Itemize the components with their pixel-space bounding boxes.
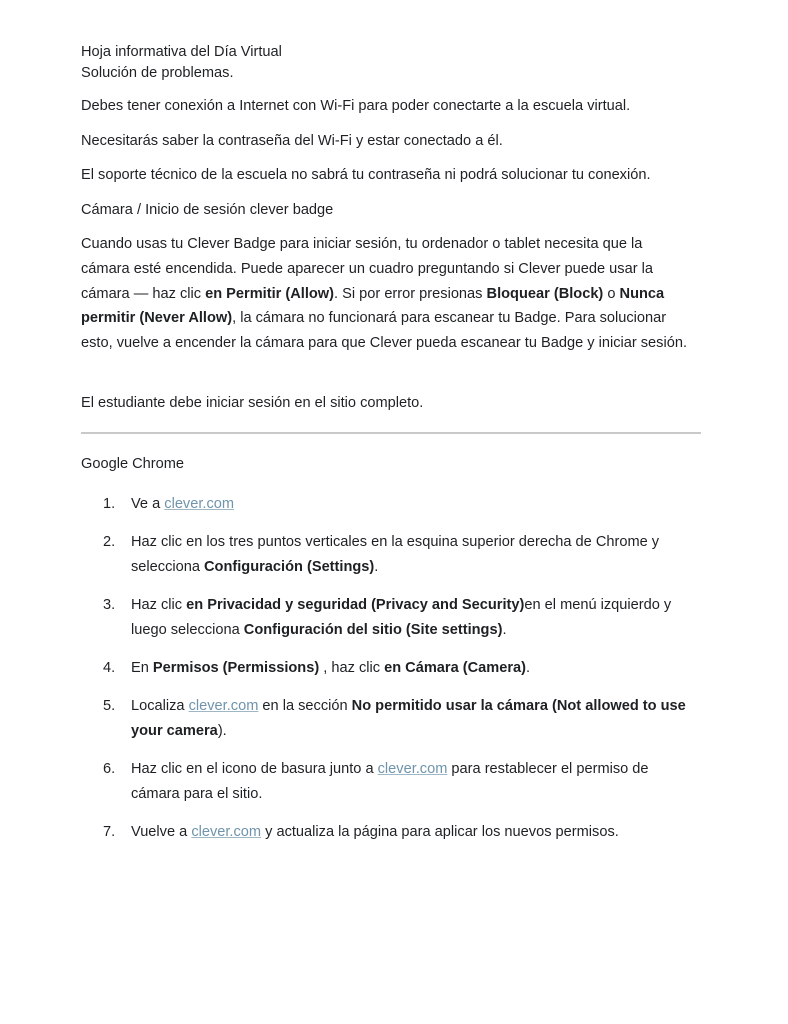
camera-bold-allow: en Permitir (Allow) [205, 285, 335, 302]
step-3-bold-site-settings: Configuración del sitio (Site settings) [243, 621, 503, 638]
browser-section-heading: Google Chrome [81, 455, 185, 472]
step-5-text-1: Localiza [131, 697, 189, 714]
step-4-text-3: . [526, 659, 531, 676]
list-item [81, 820, 693, 845]
list-item [81, 492, 693, 517]
section-divider-wrapper [81, 426, 702, 453]
list-item [81, 530, 693, 580]
list-item [81, 757, 693, 807]
document-title-line-1: Hoja informativa del Día Virtual [81, 44, 282, 60]
camera-bold-block: Bloquear (Block) [486, 285, 604, 302]
section-divider [81, 432, 701, 434]
list-item [81, 593, 693, 643]
intro-paragraph-support: El soporte técnico de la escuela no sabrá tu contraseña ni podrá solucionar tu conexión. [81, 167, 651, 184]
step-7-text-1: Vuelve a [131, 823, 192, 840]
intro-paragraph-wifi: Debes tener conexión a Internet con Wi-Fi para poder conectarte a la escuela virtual. [81, 98, 631, 114]
step-5-text-3: ). [217, 722, 227, 739]
step-3-text-1: Haz clic [131, 596, 187, 613]
step-3-text-2: en el menú izquierdo y luego selecciona [131, 596, 672, 638]
camera-instructions-paragraph [81, 232, 695, 355]
step-6-text-2: para restablecer el permiso de cámara para el sitio. [131, 760, 649, 802]
step-7-text-2: y actualiza la página para aplicar los nuevos permisos. [261, 823, 619, 840]
clever-com-link[interactable]: clever.com [191, 823, 262, 840]
step-4-text-1: En [131, 659, 153, 676]
document-subtitle-line: Solución de problemas. [81, 65, 234, 81]
document-title-block [81, 42, 702, 84]
camera-text-2: . Si por error presionas [334, 285, 487, 302]
step-2-text-2: . [374, 558, 379, 575]
step-5-text-2: en la sección [258, 697, 352, 714]
step-3-bold-privacy-security: en Privacidad y seguridad (Privacy and Security) [186, 596, 525, 613]
step-4-text-2: , haz clic [323, 659, 385, 676]
step-4-bold-camera: en Cámara (Camera) [384, 659, 527, 676]
step-2-text-1: Haz clic en los tres puntos verticales en la esquina superior derecha de Chrome y selecciona [131, 533, 660, 575]
step-3-text-3: . [502, 621, 507, 638]
step-2-bold-settings: Configuración (Settings) [204, 558, 375, 575]
student-login-note: El estudiante debe iniciar sesión en el sitio completo. [81, 395, 424, 412]
step-6-text-1: Haz clic en el icono de basura junto a [131, 760, 378, 777]
step-1-text-1: Ve a [131, 495, 165, 512]
intro-paragraph-password: Necesitarás saber la contraseña del Wi-Fi y estar conectado a él. [81, 132, 503, 149]
camera-text-4: , la cámara no funcionará para escanear tu Badge. Para solucionar esto, vuelve a encender la cámara para que Clever pueda escanear tu Badge y iniciar sesión. [81, 310, 688, 351]
camera-text-1: Cuando usas tu Clever Badge para iniciar sesión, tu ordenador o tablet necesita que la cámara esté encendida. Puede aparecer un cuadro preguntando si Clever puede usar la cámara — haz clic [81, 236, 653, 302]
paragraph-spacer [81, 355, 702, 391]
step-5-bold-not-allowed: No permitido usar la cámara (Not allowed to use your camera [131, 697, 686, 739]
clever-com-link[interactable]: clever.com [377, 760, 448, 777]
list-item [81, 656, 693, 681]
camera-bold-never-allow: Nunca permitir (Never Allow) [81, 285, 665, 327]
list-item [81, 694, 693, 744]
camera-section-heading: Cámara / Inicio de sesión clever badge [81, 201, 334, 218]
chrome-steps-list [81, 492, 702, 845]
step-4-bold-permissions: Permisos (Permissions) [152, 659, 324, 676]
clever-com-link[interactable]: clever.com [164, 495, 235, 512]
camera-text-3: o [603, 285, 620, 302]
clever-com-link[interactable]: clever.com [188, 697, 259, 714]
